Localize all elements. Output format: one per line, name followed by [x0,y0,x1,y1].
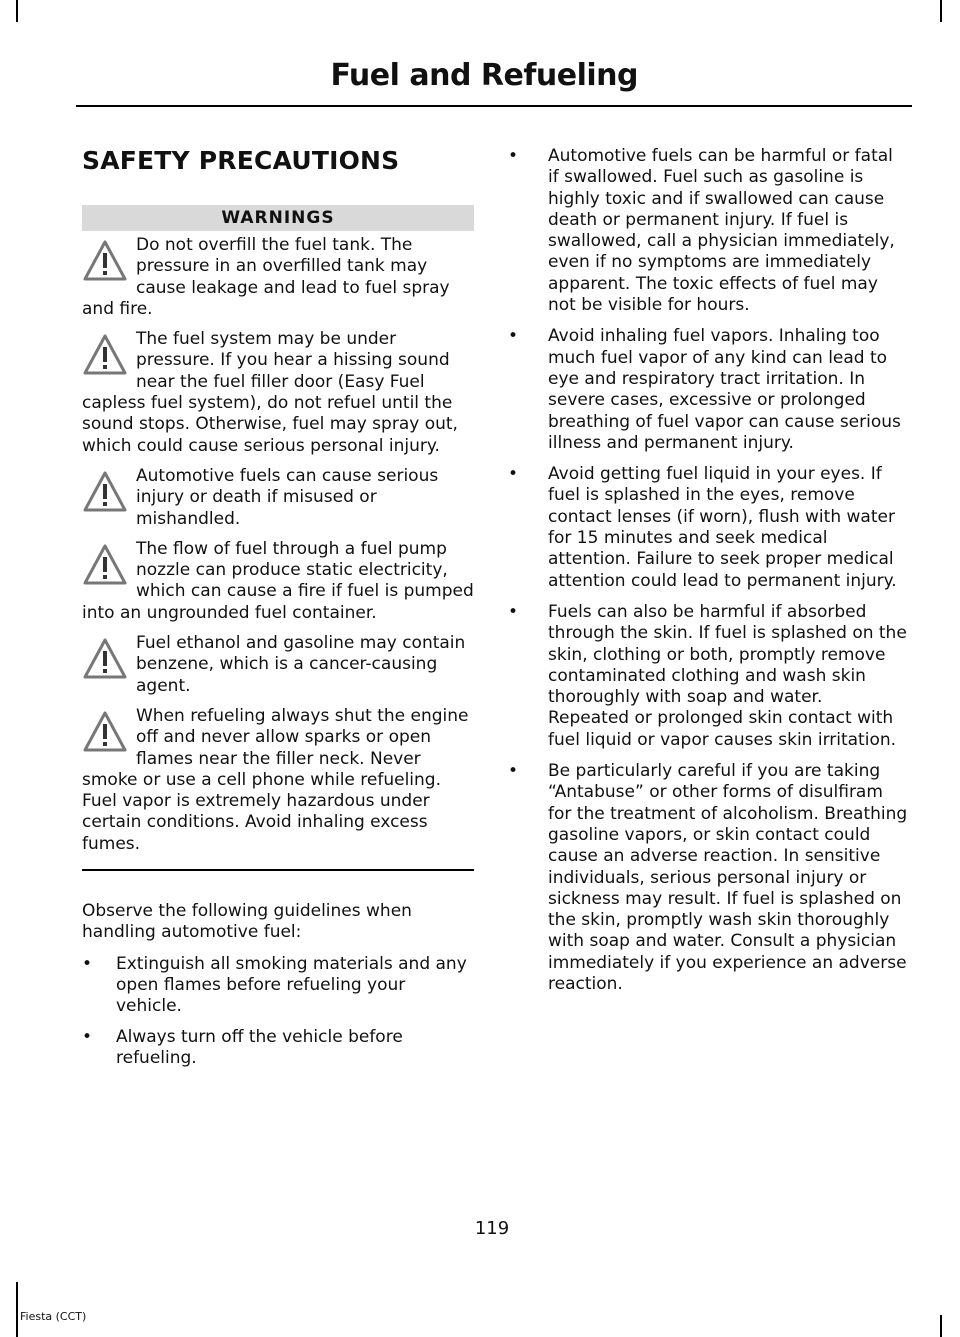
right-column [508,146,908,1005]
warning-triangle-icon [82,333,128,377]
list-item [508,602,908,751]
warning-item [82,329,474,457]
warning-triangle-icon [82,470,128,514]
warning-item [82,235,474,320]
warning-triangle-icon [82,239,128,283]
guidelines-intro: Observe the following guidelines when handling automotive fuel: [82,901,412,943]
list-item-text: Avoid inhaling fuel vapors. Inhaling too much fuel vapor of any kind can lead to eye and respiratory tract irritation. In severe cases, excessive or prolonged breathing of fuel vapor can cause serious illness and permanent injury. [548,326,901,453]
section-title: SAFETY PRECAUTIONS [82,146,400,175]
list-item-text: Always turn off the vehicle before refueling. [116,1026,403,1068]
guidelines-list-right [508,146,908,995]
guidelines-list-left [82,954,474,1069]
warning-item [82,466,474,530]
page-number: 119 [474,1218,510,1239]
warning-text: Fuel ethanol and gasoline may contain benzene, which is a cancer-causing agent. [136,633,466,696]
list-item-text: Avoid getting fuel liquid in your eyes. If fuel is splashed in the eyes, remove contact lenses (if worn), flush with water for 15 minutes and seek medical attention. Failure to seek proper medical attention could lead to permanent injury. [548,464,897,591]
warning-text: The fuel system may be under pressure. If you hear a hissing sound near the fuel filler door (Easy Fuel capless fuel system), do not refuel until the sound stops. Otherwise, fuel may spray out, which could cause serious personal injury. [82,329,458,456]
warnings-end-divider [82,869,474,871]
footer-model: Fiesta (CCT) [20,1310,87,1323]
warnings-header: WARNINGS [82,205,474,231]
warning-text: Automotive fuels can cause serious injury or death if misused or mishandled. [136,465,439,529]
crop-mark-top-left [16,0,18,22]
list-item [82,954,474,1018]
list-item [508,326,908,454]
bullet-marker: • [508,326,519,347]
bullet-marker: • [508,761,519,782]
list-item [508,146,908,316]
list-item-text: Fuels can also be harmful if absorbed through the skin. If fuel is splashed on the skin, clothing or both, promptly remove contaminated clothing and wash skin thoroughly with soap and water. Repeated or prolonged skin contact with fuel liquid or vapor causes skin irritation. [548,601,907,750]
list-item [508,761,908,995]
list-item-text: Extinguish all smoking materials and any open flames before refueling your vehicle. [116,953,467,1017]
list-item-text: Be particularly careful if you are taking “Antabuse” or other forms of disulfiram for the treatment of alcoholism. Breathing gasoline vapors, or skin contact could cause an adverse reaction. In sensitive individuals, serious personal injury or sickness may result. If fuel is splashed on the skin, promptly wash skin thoroughly with soap and water. Consult a physician immediately if you experience an adverse reaction. [548,761,908,994]
header-divider [76,105,912,107]
bullet-marker: • [82,953,93,974]
list-item [82,1027,474,1070]
warning-triangle-icon [82,543,128,587]
warning-item [82,539,474,624]
warnings-list [82,235,474,855]
warning-item [82,633,474,697]
bullet-marker: • [82,1026,93,1047]
bullet-marker: • [508,464,519,485]
crop-mark-top-right [940,0,942,22]
list-item-text: Automotive fuels can be harmful or fatal if swallowed. Fuel such as gasoline is highly toxic and if swallowed can cause death or permanent injury. If fuel is swallowed, call a physician immediately, even if no symptoms are immediately apparent. The toxic effects of fuel may not be visible for hours. [548,146,895,316]
page-header-title: Fuel and Refueling [330,58,638,93]
crop-mark-bottom-left [16,1282,18,1337]
warning-text: When refueling always shut the engine off and never allow sparks or open flames near the filler neck. Never smoke or use a cell phone while refueling. Fuel vapor is extremely hazardous under certain conditions. Avoid inhaling excess fumes. [82,705,469,854]
bullet-marker: • [508,601,519,622]
warning-triangle-icon [82,637,128,681]
warning-text: Do not overfill the fuel tank. The pressure in an overfilled tank may cause leakage and lead to fuel spray and fire. [82,235,450,319]
warning-triangle-icon [82,710,128,754]
crop-mark-bottom-right [940,1315,942,1337]
list-item [508,464,908,592]
bullet-marker: • [508,146,519,166]
left-column [82,146,474,1078]
warning-item [82,706,474,855]
warning-text: The flow of fuel through a fuel pump nozzle can produce static electricity, which can cause a fire if fuel is pumped into an ungrounded fuel container. [82,538,474,623]
